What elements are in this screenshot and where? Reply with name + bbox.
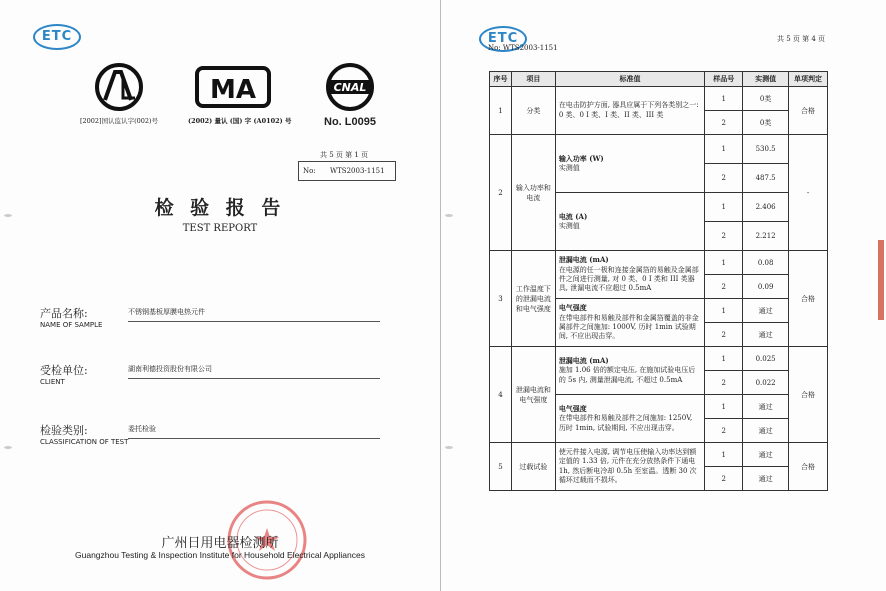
verdict: 合格 (789, 347, 828, 443)
measured-value: 通过 (743, 299, 789, 323)
sample-id: 2 (705, 467, 743, 491)
svg-text:MA: MA (210, 75, 256, 105)
criteria-cell (555, 395, 704, 443)
sample-id: 1 (705, 443, 743, 467)
measured-value: 0类 (743, 87, 789, 111)
report-number: WTS2003-1151 (329, 167, 385, 175)
row-item: 分类 (511, 87, 555, 135)
table-header-row (490, 72, 828, 87)
cal-logo-icon (91, 62, 147, 112)
column-header: 序号 (490, 72, 512, 87)
svg-text:CNAL: CNAL (333, 81, 367, 94)
measured-value: 通过 (743, 419, 789, 443)
criteria-text: 在电击防护方面, 器具应属于下列各类别之一: 0 类、0 I 类、I 类、II 类、III 类 (558, 101, 699, 119)
field-label-en: CLASSIFICATION OF TEST (40, 438, 129, 446)
criteria-cell (555, 135, 704, 193)
row-number: 3 (490, 251, 512, 347)
column-header: 实测值 (743, 72, 789, 87)
criteria-cell (555, 193, 704, 251)
measured-value: 2.212 (743, 222, 789, 251)
table-row (490, 347, 828, 371)
row-number: 5 (490, 443, 512, 491)
sample-id: 1 (705, 251, 743, 275)
report-title-en: TEST REPORT (182, 223, 258, 234)
measured-value: 0.025 (743, 347, 789, 371)
field-label-en: NAME OF SAMPLE (40, 321, 103, 329)
column-header: 项目 (511, 72, 555, 87)
table-row (490, 443, 828, 467)
criteria-text: 实测值 (558, 222, 580, 230)
measured-value: 通过 (743, 323, 789, 347)
sample-id: 1 (705, 87, 743, 111)
row-number: 1 (490, 87, 512, 135)
measured-value: 2.406 (743, 193, 789, 222)
criteria-cell (555, 87, 704, 135)
column-header: 标准值 (555, 72, 704, 87)
report-number-box (298, 161, 396, 181)
criteria-text: 在带电部件和易触及部件之间施加: 1250V, 历时 1min, 试验期间, 不应出现击穿。 (558, 414, 693, 432)
criteria-title: 电流 (A) (558, 211, 588, 221)
report-number: No: WTS2003-1151 (488, 44, 558, 52)
row-number: 4 (490, 347, 512, 443)
report-cover-page (0, 0, 441, 591)
criteria-title: 输入功率 (W) (558, 153, 604, 163)
field-label: 检验类别: (40, 424, 88, 437)
criteria-cell (555, 347, 704, 395)
sample-id: 1 (705, 193, 743, 222)
sample-id: 2 (705, 222, 743, 251)
criteria-title: 泄漏电流 (mA) (558, 255, 609, 265)
institute-name-en: Guangzhou Testing & Inspection Institute for Household Electrical Appliances (75, 550, 365, 560)
criteria-text: 实测值 (558, 164, 580, 172)
column-header: 样品号 (705, 72, 743, 87)
measured-value: 0.09 (743, 275, 789, 299)
measured-value: 530.5 (743, 135, 789, 164)
sample-id: 2 (705, 419, 743, 443)
results-table (489, 71, 828, 491)
criteria-title: 电气强度 (558, 303, 587, 313)
page-info: 共 5 页 第 1 页 (320, 151, 369, 159)
cnal-certification: CNAL No. L0095 (305, 62, 395, 128)
institute-name: 广州日用电器检测所 (161, 535, 279, 550)
criteria-cell (555, 251, 704, 299)
verdict: 合格 (789, 443, 828, 491)
sample-id: 2 (705, 371, 743, 395)
page-info: 共 5 页 第 4 页 (777, 35, 826, 43)
criteria-title: 泄漏电流 (mA) (558, 355, 609, 365)
row-item: 泄漏电流和电气强度 (511, 347, 555, 443)
field-label: 受检单位: (40, 364, 88, 377)
measured-value: 0类 (743, 111, 789, 135)
row-item: 过载试验 (511, 443, 555, 491)
measured-value: 通过 (743, 467, 789, 491)
etc-logo: ETC (33, 24, 81, 50)
field-value: 湖南利德投资股份有限公司 (128, 365, 212, 373)
row-item: 输入功率和电流 (511, 135, 555, 251)
criteria-text: 施加 1.06 倍的额定电压, 在施加试验电压后的 5s 内, 测量泄漏电流, 不超过 0.5mA (558, 366, 696, 384)
verdict: 合格 (789, 251, 828, 347)
measured-value: 通过 (743, 395, 789, 419)
classification-field (40, 422, 380, 446)
verdict: - (789, 135, 828, 251)
column-header: 单项判定 (789, 72, 828, 87)
sample-id: 1 (705, 299, 743, 323)
measured-value: 0.08 (743, 251, 789, 275)
verdict: 合格 (789, 87, 828, 135)
criteria-text: 在电源的任一极和连接金属箔的易触及金属部件之间进行测量, 对 0 类、0 I 类和 III 类器具, 泄漏电流不应超过 0.5mA (558, 265, 699, 293)
field-label: 产品名称: (40, 307, 88, 320)
sample-id: 1 (705, 395, 743, 419)
field-value: 委托检验 (128, 425, 156, 433)
sample-id: 2 (705, 275, 743, 299)
sample-name-field (40, 305, 380, 329)
report-number-label: No: (303, 167, 316, 175)
cma-logo-icon (194, 64, 272, 110)
criteria-text: 使元件接入电源, 调节电压使输入功率达到额定值的 1.33 倍, 元件在充分放热条件下通电 1h, 然后断电冷却 0.5h 至室温。透断 30 次循环过载而不损坏。 (558, 447, 697, 484)
etc-logo: ETC (479, 26, 527, 52)
sample-id: 2 (705, 164, 743, 193)
sample-id: 2 (705, 111, 743, 135)
report-title: 检 验 报 告 (154, 197, 286, 219)
cma-certification: MA (2002) 量认 (国) 字 (A0102) 号 (188, 62, 278, 125)
page-edge-mark (878, 240, 884, 320)
criteria-cell (555, 443, 704, 491)
sample-id: 1 (705, 347, 743, 371)
sample-id: 2 (705, 323, 743, 347)
criteria-text: 在带电部件和易触及部件和金属箔覆盖的非金属部件之间施加: 1000V, 历时 1min 试验期间, 不应出现击穿。 (558, 313, 699, 341)
row-item: 工作温度下的泄漏电流和电气强度 (511, 251, 555, 347)
client-field (40, 362, 380, 386)
measured-value: 通过 (743, 443, 789, 467)
table-row (490, 251, 828, 275)
field-label-en: CLIENT (40, 378, 65, 386)
sample-id: 1 (705, 135, 743, 164)
row-number: 2 (490, 135, 512, 251)
criteria-title: 电气强度 (558, 403, 587, 413)
cal-certification: [2002]国认监认字(002)号 (74, 62, 164, 125)
measured-value: 0.022 (743, 371, 789, 395)
table-row (490, 87, 828, 111)
criteria-cell (555, 299, 704, 347)
table-row (490, 135, 828, 164)
measured-value: 487.5 (743, 164, 789, 193)
field-value: 不锈钢基板厚膜电热元件 (128, 308, 205, 316)
cnal-logo-icon (320, 62, 380, 112)
